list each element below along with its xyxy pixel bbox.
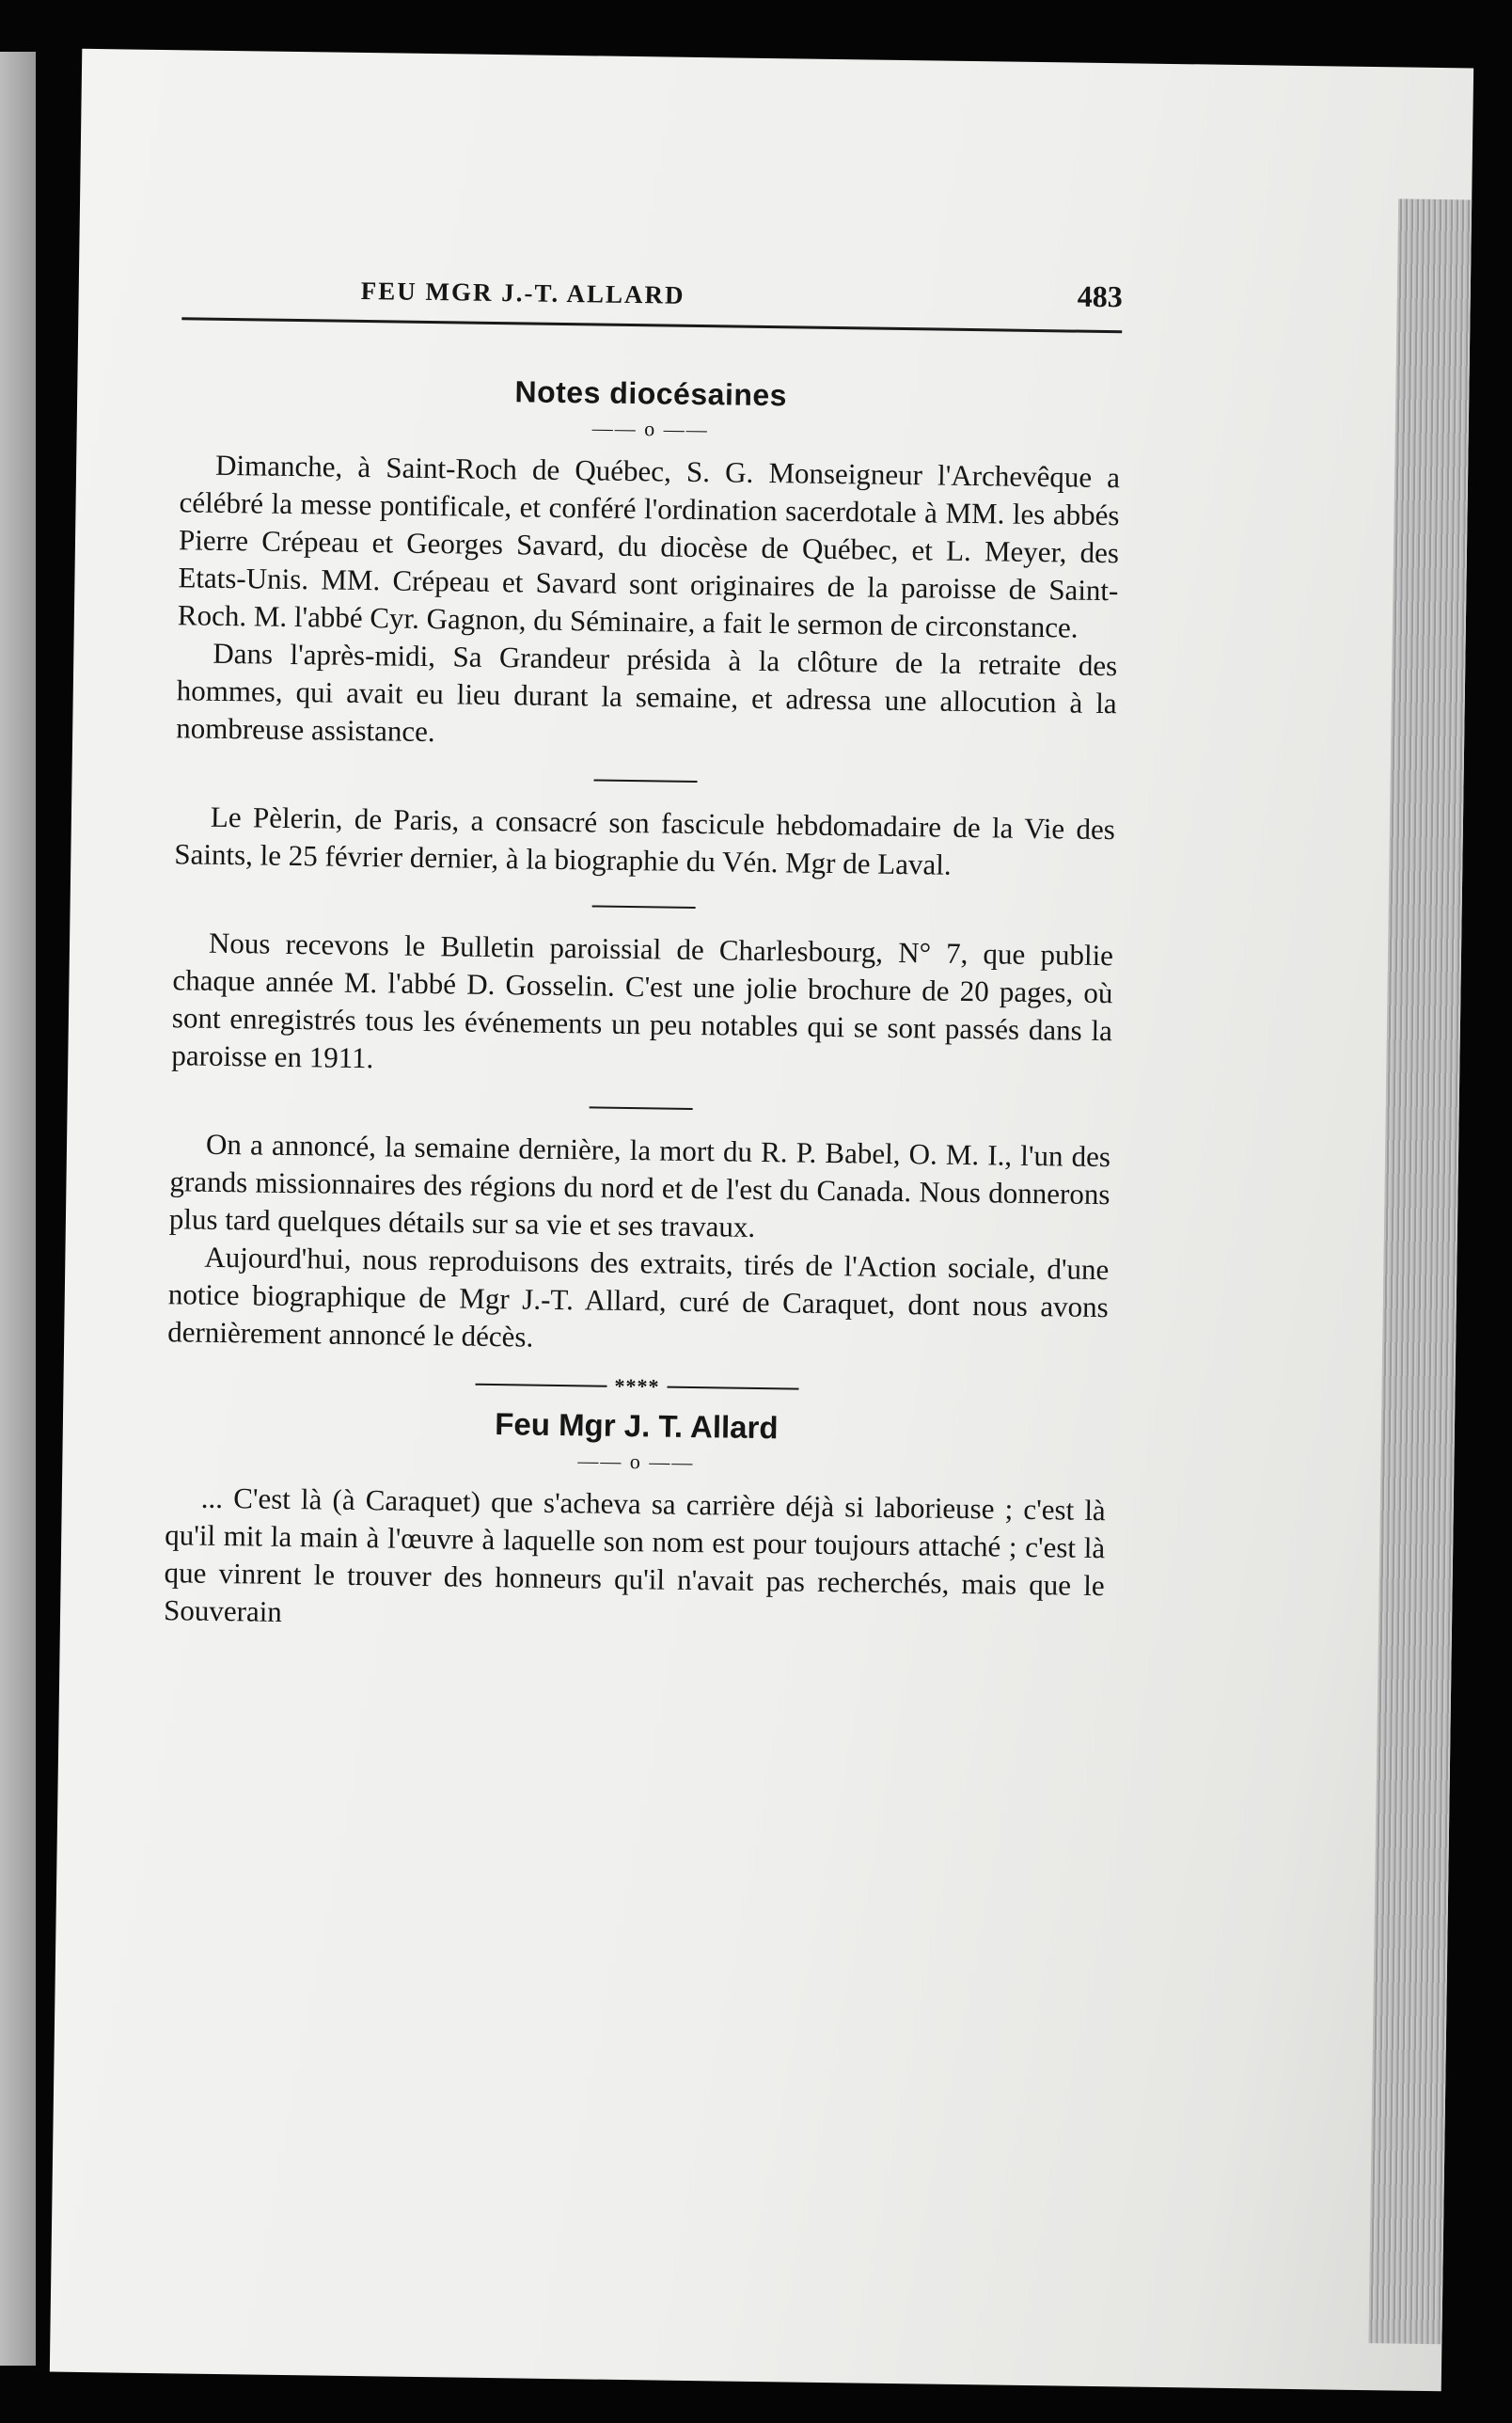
header-rule: [181, 317, 1122, 333]
paragraph-ordination: Dimanche, à Saint-Roch de Québec, S. G. Monseigneur l'Archevêque a célébré la messe pontificale, et conféré l'ordination sacerdotale à MM. les abbés Pierre Crépeau et Georges Savard, du diocèse de Québec, et L. Meyer, des Etats-Unis. MM. Crépeau et Savard sont originaires de la paroisse de Saint-Roch. M. l'abbé Cyr. Gagnon, du Séminaire, a fait le sermon de circonstance.: [177, 448, 1121, 644]
paragraph-retreat: Dans l'après-midi, Sa Grandeur présida à la clôture de la retraite des hommes, qui avait eu lieu durant la semaine, et adressa une allocution à la nombreuse assistance.: [176, 636, 1118, 749]
paragraph-pelerin: Le Pèlerin, de Paris, a consacré son fascicule hebdomadaire de la Vie des Saints, le 25 février dernier, à la biographie du Vén. Mgr de Laval.: [174, 800, 1116, 881]
adjacent-page-edge: [0, 52, 36, 2366]
article-paragraph: ... C'est là (à Caraquet) que s'acheva sa carrière déjà si laborieuse ; c'est là qu'il mit la main à l'œuvre à laquelle son nom est pour toujours attaché ; c'est là que vinrent le trouver des honneurs qu'il n'avait pas recherchés, mais que le Souverain: [163, 1481, 1106, 1628]
article-ornament: —— o ——: [577, 1449, 695, 1475]
separator-rule: [592, 905, 696, 909]
paragraph-babel: On a annoncé, la semaine dernière, la mort du R. P. Babel, O. M. I., l'un des grands missionnaires des régions du nord et de l'est du Canada. Nous donnerons plus tard quelques détails sur sa vie et ses travaux.: [168, 1127, 1111, 1243]
section-ornament: —— o ——: [591, 416, 709, 442]
paragraph-bulletin: Nous recevons le Bulletin paroissial de Charlesbourg, N° 7, que publie chaque année M. l'abbé D. Gosselin. C'est une jolie brochure de 20 pages, où sont enregistrés tous les événements un peu notables qui se sont passés dans la paroisse en 1911.: [171, 926, 1114, 1075]
stars-ornament: ****: [614, 1373, 660, 1399]
separator-rule: [593, 779, 697, 783]
paragraph-allard-intro: Aujourd'hui, nous reproduisons des extraits, tirés de l'Action sociale, d'une notice biographique de Mgr J.-T. Allard, curé de Caraquet, dont nous avons dernièrement annoncé le décès.: [167, 1240, 1110, 1354]
page-content: [164, 266, 1123, 1642]
book-page: [50, 49, 1473, 2391]
divider-line: [476, 1384, 607, 1387]
article-title: Feu Mgr J. T. Allard: [495, 1406, 779, 1446]
stars-divider: [166, 1368, 1107, 1405]
page-stack-edge: [1368, 198, 1472, 2344]
section-title: Notes diocésaines: [514, 374, 788, 413]
divider-line: [667, 1386, 798, 1390]
page-number: 483: [1077, 278, 1123, 314]
running-head: [181, 266, 1123, 336]
separator-rule: [590, 1106, 693, 1110]
running-head-title: FEU MGR J.-T. ALLARD: [360, 276, 685, 309]
